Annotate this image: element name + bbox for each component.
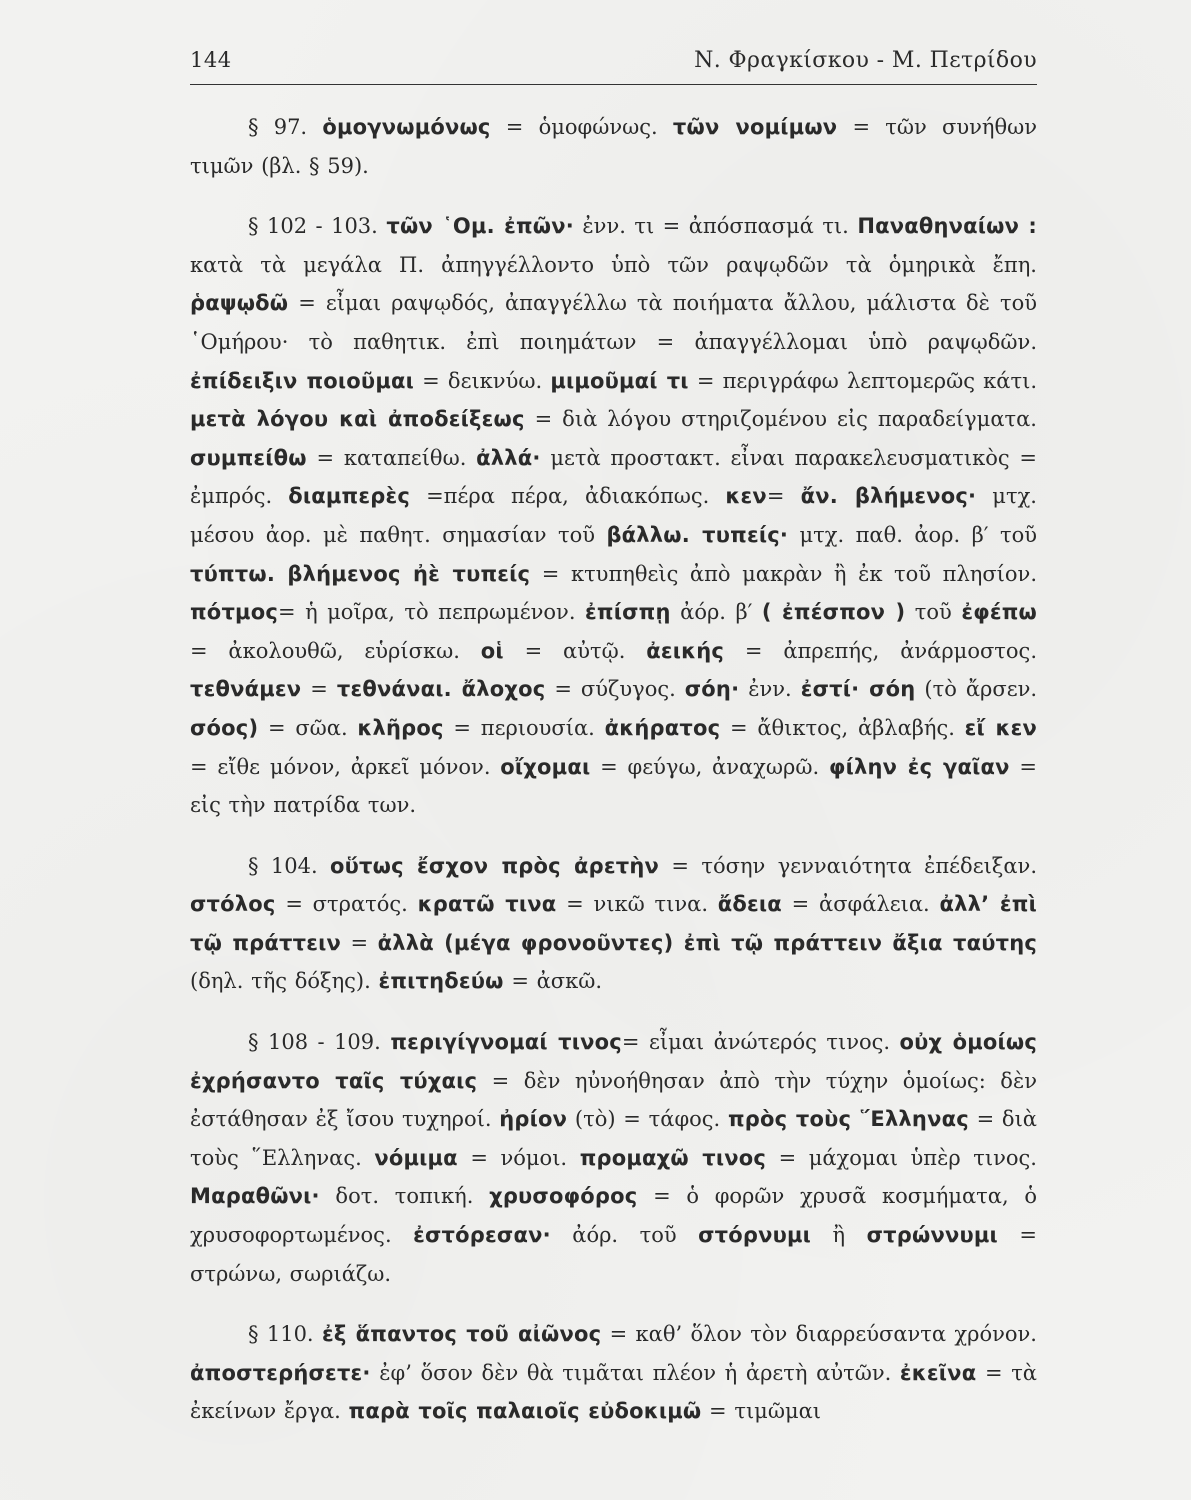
lemma-term: ἐπίδειξιν ποιοῦμαι [190,368,414,393]
gloss-text: = [766,484,801,509]
gloss-text: = εἶμαι ραψῳδός, ἀπαγγέλλω τὰ ποιήματα ἄλλου, μάλιστα δὲ τοῦ ῾Ομήρου· τὸ παθητικ. ἐπὶ ποιημάτων = ἀπαγγέλλομαι ὑπὸ ραψῳδῶν. [190,291,1037,354]
gloss-text: (δηλ. τῆς δόξης). [190,969,379,994]
gloss-text: μτχ. μέσου ἀορ. μὲ παθητ. σημασίαν τοῦ [190,484,1037,547]
gloss-text: = δὲν ηὐνοήθησαν ἀπὸ τὴν τύχην ὁμοίως: δὲν ἐστάθησαν ἐξ ἴσου τυχηροί. [190,1068,1037,1132]
gloss-text: = νικῶ τινα. [556,892,718,917]
gloss-text: = ἄθικτος, ἀβλαβής. [720,715,965,740]
lemma-term: ἠρίον [499,1107,568,1132]
lemma-term: μιμοῦμαί τι [550,368,689,393]
lemma-term: χρυσοφόρος [489,1184,638,1209]
gloss-text: μτχ. παθ. ἀορ. β′ τοῦ [788,522,1038,547]
lemma-term: στόρνυμι [698,1223,812,1248]
page-body [190,108,1037,1453]
lemma-term: σόη· [684,677,740,702]
lemma-term: τεθνάμεν [190,677,302,702]
lemma-term: σόος) [190,715,259,740]
section-number: § 102 - 103. [248,214,378,239]
gloss-text: κατὰ τὰ μεγάλα Π. ἀπηγγέλλοντο ὑπὸ τῶν ραψῳδῶν τὰ ὁμηρικὰ ἔπη. [190,252,1037,277]
lemma-term: περιγίγνομαί τινος [390,1030,622,1055]
gloss-text: = φεύγω, ἀναχωρῶ. [590,754,829,779]
paragraph-section-108-109 [190,1023,1037,1293]
lemma-term: κλῆρος [357,715,444,740]
lemma-term: ἐστόρεσαν· [413,1223,551,1248]
lemma-term: ἀεικής [646,638,725,663]
lemma-term: ἄδεια [717,892,782,917]
gloss-text: δοτ. τοπική. [319,1184,490,1209]
gloss-text: = εἴθε μόνον, ἀρκεῖ μόνον. [190,754,501,779]
gloss-text: ἐνν. τι = ἀπόσπασμά τι. [573,214,858,239]
lemma-term: στρώννυμι [866,1223,998,1248]
gloss-text: ἐφ’ ὅσον δὲν θὰ τιμᾶται πλέον ἡ ἀρετὴ αὐτῶν. [370,1360,900,1385]
gloss-text: = κτυπηθεὶς ἀπὸ μακρὰν ἢ ἐκ τοῦ πλησίον. [530,561,1037,586]
lemma-term: διαμπερὲς [288,484,410,509]
lemma-term: ἐξ ἅπαντος τοῦ αἰῶνος [321,1322,602,1347]
gloss-text: = νόμοι. [457,1145,580,1170]
gloss-text: = δεικνύω. [413,368,551,393]
lemma-term: οὐχ ὁμοίως ἐχρήσαντο ταῖς τύχαις [190,1030,1037,1093]
lemma-term: οἴχομαι [500,754,591,779]
gloss-text: ἀόρ. β′ [670,600,762,625]
lemma-term: φίλην ἐς γαῖαν [828,754,1010,779]
lemma-term: κεν [725,484,767,509]
gloss-text: = διὰ τοὺς ῞Ελληνας. [190,1107,1037,1170]
gloss-text: = στρατός. [275,892,418,917]
gloss-text: = τόσην γενναιότητα ἐπέδειξαν. [659,853,1037,878]
page-header [190,44,1037,80]
gloss-text: = αὐτῷ. [503,638,647,663]
lemma-term: πότμος [190,600,278,625]
lemma-term: ἀλλ’ ἐπὶ τῷ πράττειν [190,892,1037,955]
lemma-term: παρὰ τοῖς παλαιοῖς εὐδοκιμῶ [348,1399,702,1424]
lemma-term: ὁμογνωμόνως [322,115,491,139]
gloss-text: = εἰς τὴν πατρίδα των. [190,754,1038,818]
gloss-text: = ἀκολουθῶ, εὑρίσκω. [190,638,481,663]
lemma-term: κρατῶ τινα [417,892,557,917]
gloss-text: (τὸ) = τάφος. [567,1107,728,1132]
gloss-text: =πέρα πέρα, ἀδιακόπως. [410,484,726,509]
lemma-term: ἐπιτηδεύω [378,969,504,994]
lemma-term: πρὸς τοὺς ῞Ελληνας [727,1107,969,1132]
gloss-text: = στρώνω, σωριάζω. [190,1223,1037,1286]
gloss-text: = τῶν συνήθων τιμῶν (βλ. § 59). [190,115,1037,178]
gloss-text: = μάχομαι ὑπὲρ τινος. [766,1145,1037,1170]
lemma-term: οἱ [480,638,504,663]
gloss-text: = ἀσκῶ. [503,969,603,994]
lemma-term: ἐπίσπῃ [585,600,671,625]
running-head: Ν. Φραγκίσκου - Μ. Πετρίδου [694,48,1037,73]
section-number: § 97. [248,115,308,139]
gloss-text: = σύζυγος. [545,677,685,702]
lemma-term: τύπτω. βλήμενος ἠὲ τυπείς [190,561,531,586]
page-number: 144 [190,48,232,72]
lemma-term: ἀλλὰ (μέγα φρονοῦντες) ἐπὶ τῷ πράττειν ἄξια ταύτης [377,930,1038,955]
lemma-term: τῶν νομίμων [672,115,838,139]
gloss-text: τοῦ [905,600,962,625]
lemma-term: οὕτως ἔσχον πρὸς ἀρετὴν [330,853,660,878]
section-number: § 104. [248,853,318,878]
paragraph-section-110 [190,1315,1037,1431]
gloss-text: = τὰ ἐκείνων ἔργα. [190,1360,1037,1424]
paragraph-section-97 [190,108,1037,185]
lemma-term: συμπείθω [190,445,307,470]
lemma-term: ἐφέπω [961,600,1037,625]
gloss-text: = καθ’ ὅλον τὸν διαρρεύσαντα χρόνον. [601,1322,1037,1347]
lemma-term: ἐστί· σόη [800,677,916,702]
header-rule [190,84,1037,85]
gloss-text: = ὁμοφώνως. [490,115,673,139]
lemma-term: ῥαψῳδῶ [190,291,289,316]
lemma-term: εἴ κεν [964,715,1038,740]
lemma-term: νόμιμα [374,1145,458,1170]
lemma-term: τῶν ῾Ομ. ἐπῶν· [386,214,574,239]
lemma-term: ἐκεῖνα [899,1360,977,1385]
lemma-term: ἀποστερήσετε· [190,1360,371,1385]
gloss-text: = περιουσία. [443,715,605,740]
gloss-text: ἢ [811,1223,867,1248]
gloss-text: = τιμῶμαι [701,1399,822,1424]
gloss-text: μετὰ προστακτ. εἶναι παρακελευσματικὸς = ἐμπρός. [190,445,1037,509]
lemma-term: ἀλλά· [476,445,541,470]
section-number: § 110. [248,1322,314,1347]
gloss-text: = ὁ φορῶν χρυσᾶ κοσμήματα, ὁ χρυσοφορτωμένος. [190,1184,1037,1248]
lemma-term: Μαραθῶνι· [190,1184,320,1209]
gloss-text: = σῶα. [258,715,358,740]
lemma-term: στόλος [190,892,276,917]
lemma-term: ( ἐπέσπον ) [761,600,906,625]
gloss-text: ἐνν. [739,677,801,702]
lemma-term: Παναθηναίων : [857,214,1038,239]
lemma-term: βάλλω. τυπείς· [606,522,789,547]
gloss-text: (τὸ ἄρσεν. [915,677,1038,702]
gloss-text: = περιγράφω λεπτομερῶς κάτι. [688,368,1037,393]
paragraph-section-102-103 [190,207,1037,825]
gloss-text: = ἀπρεπής, ἀνάρμοστος. [724,638,1037,663]
lemma-term: προμαχῶ τινος [579,1145,766,1170]
section-number: § 108 - 109. [248,1030,381,1055]
lemma-term: μετὰ λόγου καὶ ἀποδείξεως [190,407,525,432]
lemma-term: ἄν. βλήμενος· [800,484,977,509]
lemma-term: τεθνάναι. ἄλοχος [336,677,546,702]
gloss-text: = διὰ λόγου στηριζομένου εἰς παραδείγματα. [524,407,1037,432]
gloss-text: ἀόρ. τοῦ [550,1223,699,1248]
gloss-text: = [341,930,378,955]
gloss-text: = ἡ μοῖρα, τὸ πεπρωμένον. [277,600,586,625]
gloss-text: = ἀσφάλεια. [781,892,940,917]
paragraph-section-104 [190,847,1037,1001]
lemma-term: ἀκήρατος [604,715,721,740]
gloss-text: = [301,677,337,702]
gloss-text: = καταπείθω. [306,445,477,470]
gloss-text: = εἶμαι ἀνώτερός τινος. [621,1030,900,1055]
